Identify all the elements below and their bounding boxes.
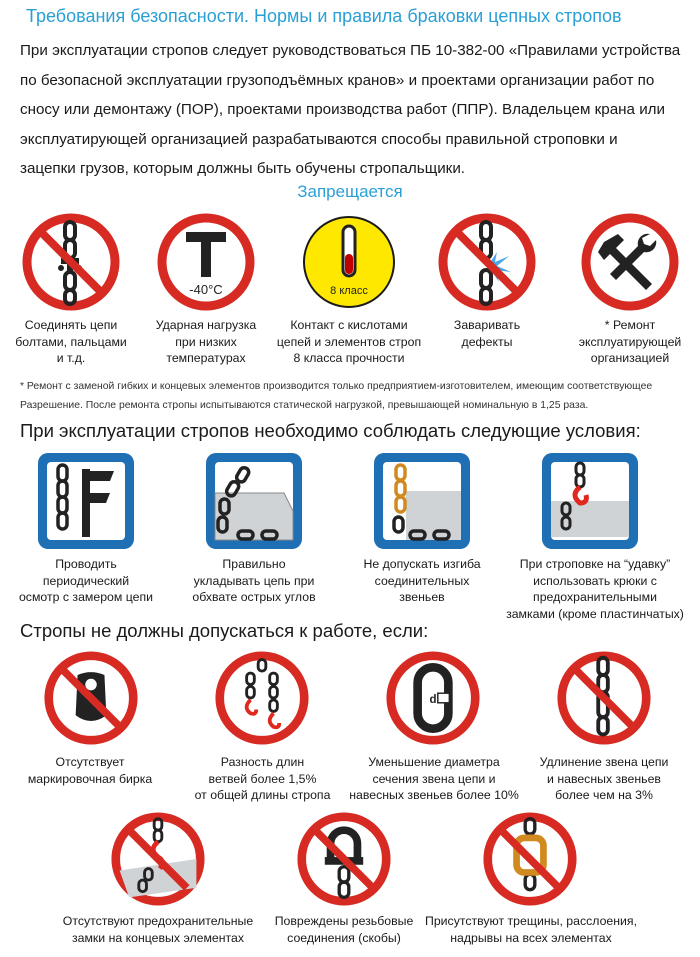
intro-line: При эксплуатации стропов следует руководствоваться ПБ 10-382-00 «Правилами устройства bbox=[20, 42, 681, 59]
caption-line: обхвате острых углов bbox=[192, 590, 316, 604]
intro-line: сносу или демонтажу (ПОР), проектами производства работ (ППР). Владельцем крана или bbox=[20, 101, 666, 118]
caption-line: периодический bbox=[42, 573, 130, 588]
caption-line: Ударная нагрузка bbox=[155, 318, 257, 332]
hammer-icon bbox=[156, 212, 256, 312]
forbidden-caption bbox=[4, 317, 138, 367]
caption-line: предохранительными bbox=[533, 590, 657, 604]
chain-corner-icon bbox=[204, 451, 304, 551]
intro-line: по безопасной эксплуатации грузоподъёмных кранов» и проектами организации работ по bbox=[20, 71, 655, 89]
caption-line: Не допускать изгиба bbox=[363, 557, 481, 571]
caption-line: надрывы на всех элементах bbox=[450, 930, 612, 945]
caption-line: Уменьшение диаметра bbox=[368, 755, 500, 769]
caption-line: Присутствуют трещины, расслоения, bbox=[425, 914, 637, 928]
caption-line: Отсутствуют предохранительные bbox=[62, 914, 254, 928]
cracked-link-icon bbox=[482, 811, 578, 907]
rejection-heading: Стропы не должны допускаться к работе, если: bbox=[20, 620, 429, 641]
caption-line: 8 класса прочности bbox=[293, 351, 405, 365]
caption-line: Разность длин bbox=[220, 755, 305, 769]
caption-line: болтами, пальцами bbox=[15, 334, 127, 349]
caption-line: замками (кроме пластинчатых) bbox=[506, 606, 684, 621]
caption-line: и навесных звеньев bbox=[547, 771, 661, 786]
rejection-caption bbox=[246, 913, 442, 946]
forbidden-caption bbox=[139, 317, 273, 367]
forbidden-caption bbox=[563, 317, 697, 367]
sign-text: 8 класс bbox=[330, 285, 368, 297]
caption-line: соединения (скобы) bbox=[287, 930, 401, 945]
intro-paragraph bbox=[20, 36, 692, 184]
footnote-line: * Ремонт с заменой гибких и концевых элементов производится только предприятием-изготовителем, имеющим соответствующее bbox=[20, 381, 653, 392]
caption-line: * Ремонт bbox=[604, 318, 656, 332]
caption-line: звеньев bbox=[399, 590, 445, 604]
shackle-icon bbox=[296, 811, 392, 907]
rejection-caption bbox=[180, 754, 345, 804]
caption-line: и т.д. bbox=[56, 351, 86, 365]
link-bend-icon bbox=[372, 451, 472, 551]
caption-line: Удлинение звена цепи bbox=[539, 755, 669, 769]
caption-line: Проводить bbox=[55, 557, 117, 571]
forbidden-caption bbox=[274, 317, 424, 367]
footnote-line: Разрешение. После ремонта стропы испытываются статической нагрузкой, превышающей номинальную в 1,25 раза. bbox=[20, 400, 589, 411]
caliper-chain-icon bbox=[36, 451, 136, 551]
welding-spark-icon bbox=[437, 212, 537, 312]
rejection-caption bbox=[516, 754, 692, 804]
condition-caption bbox=[336, 556, 508, 606]
caption-line: навесных звеньев более 10% bbox=[349, 788, 519, 802]
caption-line: использовать крюки с bbox=[533, 573, 657, 588]
uneven-legs-icon bbox=[214, 650, 310, 746]
caption-line: ветвей более 1,5% bbox=[208, 771, 317, 786]
page-title: Требования безопасности. Нормы и правила браковки цепных стропов bbox=[26, 6, 622, 26]
forbidden-heading: Запрещается bbox=[297, 182, 403, 201]
chain-bolt-icon bbox=[21, 212, 121, 312]
caption-line: При строповке на “удавку” bbox=[519, 557, 671, 571]
stretched-chain-icon bbox=[556, 650, 652, 746]
condition-caption bbox=[168, 556, 340, 606]
caption-line: сечения звена цепи и bbox=[372, 771, 496, 786]
sign-text: d bbox=[429, 693, 437, 706]
caption-line: дефекты bbox=[461, 334, 513, 349]
choke-hook-icon bbox=[540, 451, 640, 551]
conditions-heading: При эксплуатации стропов необходимо соблюдать следующие условия: bbox=[20, 420, 641, 441]
condition-caption bbox=[0, 556, 172, 606]
link-diameter-icon bbox=[385, 650, 481, 746]
caption-line: организацией bbox=[590, 351, 670, 365]
caption-line: от общей длины стропа bbox=[194, 788, 331, 802]
rejection-caption bbox=[40, 913, 276, 946]
rejection-caption bbox=[416, 913, 646, 946]
caption-line: при низких bbox=[175, 334, 237, 349]
caption-line: температурах bbox=[166, 351, 246, 365]
tag-icon bbox=[43, 650, 139, 746]
sign-text: -40°C bbox=[189, 282, 223, 297]
condition-caption bbox=[500, 556, 690, 622]
caption-line: маркировочная бирка bbox=[27, 771, 153, 786]
caption-line: Правильно bbox=[222, 557, 286, 571]
rejection-caption bbox=[10, 754, 170, 787]
rejection-caption bbox=[346, 754, 522, 804]
caption-line: укладывать цепь при bbox=[193, 573, 315, 588]
forbidden-caption bbox=[420, 317, 554, 350]
caption-line: более чем на 3% bbox=[555, 788, 653, 802]
caption-line: замки на концевых элементах bbox=[71, 930, 245, 945]
tools-icon bbox=[580, 212, 680, 312]
intro-line: эксплуатирующей организацией разрабатываются способы правильной строповки и bbox=[20, 130, 618, 148]
caption-line: Заваривать bbox=[453, 318, 521, 332]
caption-line: соединительных bbox=[374, 573, 470, 588]
caption-line: Отсутствует bbox=[55, 755, 125, 769]
caption-line: цепей и элементов строп bbox=[276, 334, 422, 349]
intro-line: зацепки грузов, которым должны быть обучены стропальщики. bbox=[20, 160, 466, 177]
footnote bbox=[20, 377, 692, 415]
caption-line: Соединять цепи bbox=[24, 318, 118, 332]
caption-line: эксплуатирующей bbox=[578, 334, 682, 349]
hook-no-latch-icon bbox=[110, 811, 206, 907]
caption-line: Повреждены резьбовые bbox=[274, 914, 414, 928]
caption-line: Контакт с кислотами bbox=[290, 318, 408, 332]
caption-line: осмотр с замером цепи bbox=[18, 590, 154, 604]
test-tube-icon bbox=[299, 212, 399, 312]
